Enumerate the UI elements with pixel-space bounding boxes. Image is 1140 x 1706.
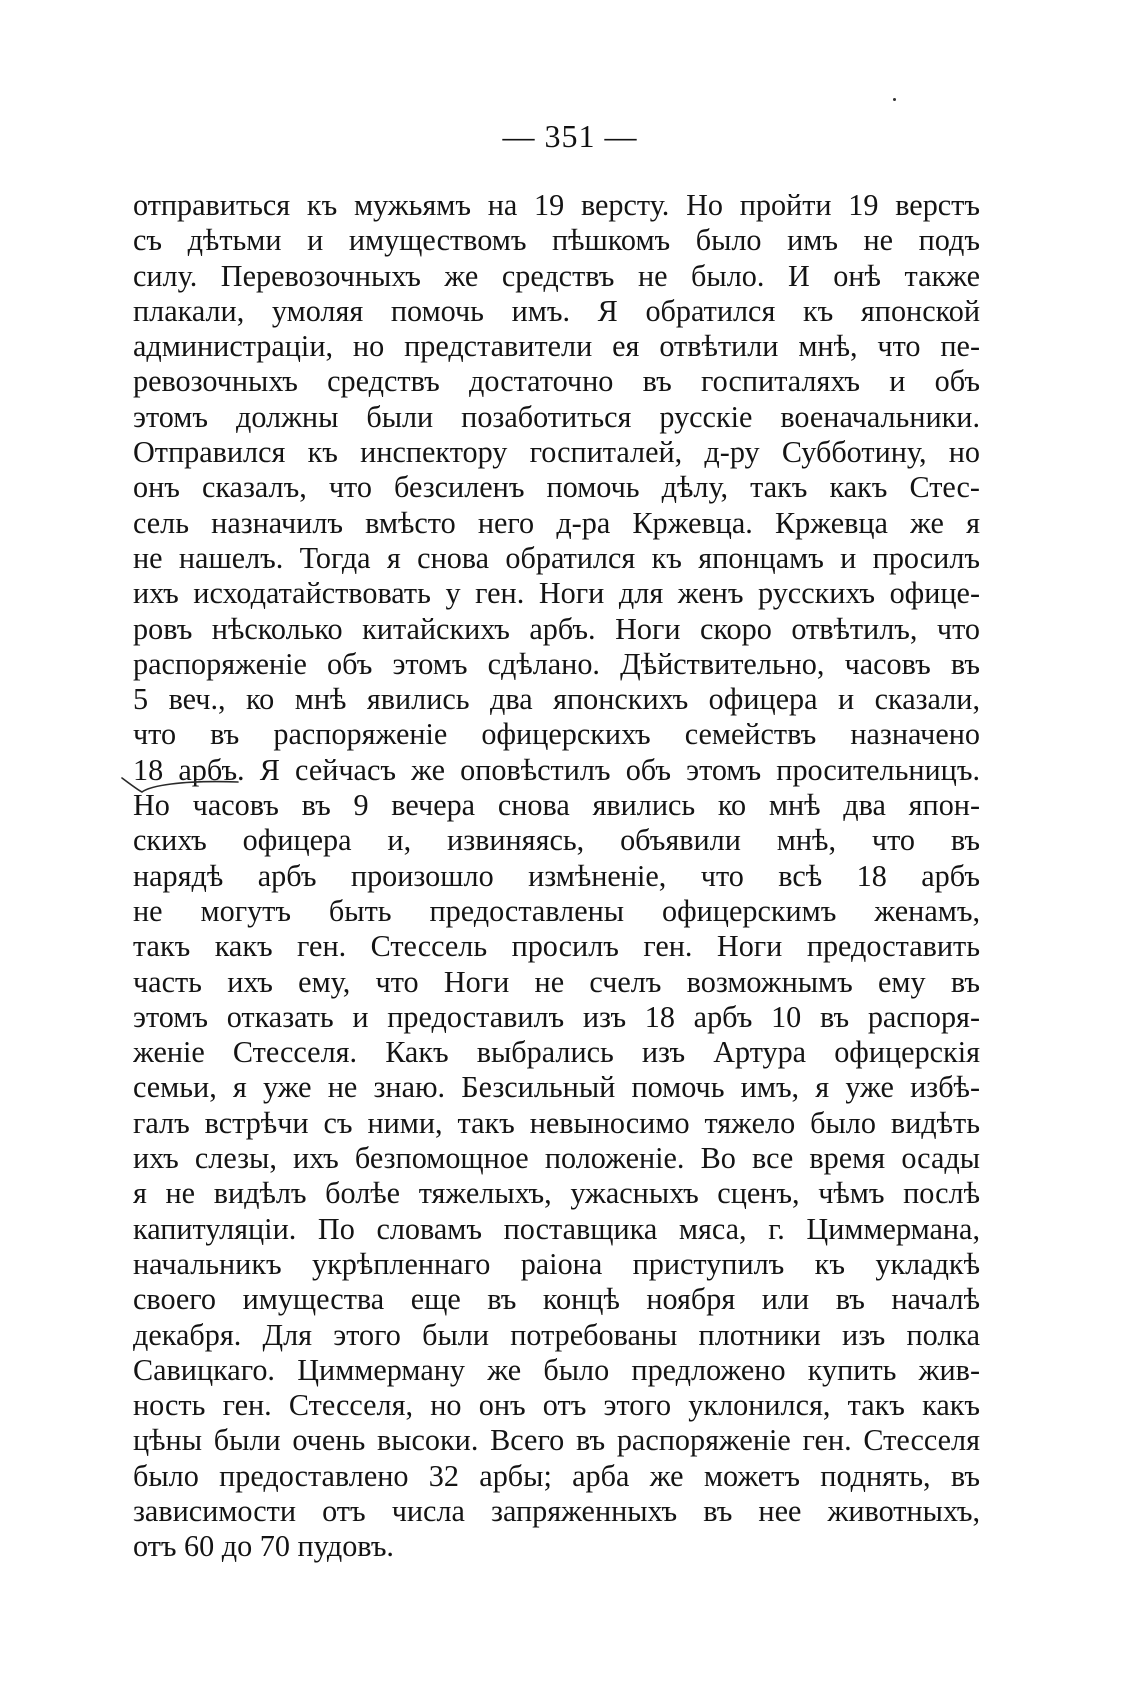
text-line: цѣны были очень высоки. Всего въ распоряженiе ген. Стесселя [133, 1423, 980, 1458]
body-text [133, 188, 980, 1565]
text-line: начальникъ укрѣпленнаго раiона приступилъ къ укладкѣ [133, 1246, 980, 1281]
text-line: декабря. Для этого были потребованы плотники изъ полка [133, 1317, 980, 1352]
text-line: не могутъ быть предоставлены офицерскимъ женамъ, [133, 893, 980, 928]
text-line: ихъ исходатайствовать у ген. Ноги для женъ русскихъ офице- [133, 576, 980, 611]
text-line: администрацiи, но представители ея отвѣтили мнѣ, что пе- [133, 329, 980, 364]
text-line: нарядѣ арбъ произошло измѣненiе, что всѣ 18 арбъ [133, 858, 980, 893]
text-line: такъ какъ ген. Стессель просилъ ген. Ноги предоставить [133, 929, 980, 964]
text-line: ихъ слезы, ихъ безпомощное положенiе. Во все время осады [133, 1141, 980, 1176]
pencil-underline-mark [120, 772, 240, 794]
text-line: капитуляцiи. По словамъ поставщика мяса, г. Циммермана, [133, 1211, 980, 1246]
text-line: отъ 60 до 70 пудовъ. [133, 1529, 394, 1564]
text-line: 5 веч., ко мнѣ явились два японскихъ офицера и сказали, [133, 682, 980, 717]
text-line: плакали, умоляя помочь имъ. Я обратился къ японской [133, 293, 980, 328]
text-line: семьи, я уже не знаю. Безсильный помочь имъ, я уже избѣ- [133, 1070, 980, 1105]
text-line: этомъ отказать и предоставилъ изъ 18 арбъ 10 въ распоря- [133, 999, 980, 1034]
text-line: распоряженiе объ этомъ сдѣлано. Дѣйствительно, часовъ въ [133, 646, 980, 681]
text-line: не нашелъ. Тогда я снова обратился къ японцамъ и просилъ [133, 540, 980, 575]
text-line: силу. Перевозочныхъ же средствъ не было. И онѣ также [133, 258, 980, 293]
text-line: я не видѣлъ болѣе тяжелыхъ, ужасныхъ сценъ, чѣмъ послѣ [133, 1176, 980, 1211]
text-line: часть ихъ ему, что Ноги не счелъ возможнымъ ему въ [133, 964, 980, 999]
text-line: ревозочныхъ средствъ достаточно въ госпиталяхъ и объ [133, 364, 980, 399]
text-line: сель назначилъ вмѣсто него д-ра Кржевца. Кржевца же я [133, 505, 980, 540]
text-line: скихъ офицера и, извиняясь, объявили мнѣ, что въ [133, 823, 980, 858]
text-line: своего имущества еще въ концѣ ноября или въ началѣ [133, 1282, 980, 1317]
text-line: этомъ должны были позаботиться русскiе военачальники. [133, 399, 980, 434]
text-line: Савицкаго. Циммерману же было предложено купить жив- [133, 1352, 980, 1387]
text-line: съ дѣтьми и имуществомъ пѣшкомъ было имъ не подъ [133, 223, 980, 258]
text-line: отправиться къ мужьямъ на 19 версту. Но пройти 19 верстъ [133, 188, 980, 222]
ink-speck [893, 98, 896, 101]
text-line: было предоставлено 32 арбы; арба же можетъ поднять, въ [133, 1458, 980, 1493]
text-line: галъ встрѣчи съ ними, такъ невыносимо тяжело было видѣть [133, 1105, 980, 1140]
text-line: зависимости отъ числа запряженныхъ въ нее животныхъ, [133, 1493, 980, 1528]
text-line: Но часовъ въ 9 вечера снова явились ко мнѣ два япон- [133, 788, 980, 823]
text-line: женiе Стесселя. Какъ выбрались изъ Артура офицерскiя [133, 1035, 980, 1070]
text-line: ровъ нѣсколько китайскихъ арбъ. Ноги скоро отвѣтилъ, что [133, 611, 980, 646]
text-line: Отправился къ инспектору госпиталей, д-ру Субботину, но [133, 435, 980, 470]
text-line: 18 арбъ. Я сейчасъ же оповѣстилъ объ этомъ просительницъ. [133, 752, 980, 787]
text-line: что въ распоряженiе офицерскихъ семействъ назначено [133, 717, 980, 752]
page-number: — 351 — [502, 118, 638, 154]
text-line: ность ген. Стесселя, но онъ отъ этого уклонился, такъ какъ [133, 1388, 980, 1423]
text-line: онъ сказалъ, что безсиленъ помочь дѣлу, такъ какъ Стес- [133, 470, 980, 505]
